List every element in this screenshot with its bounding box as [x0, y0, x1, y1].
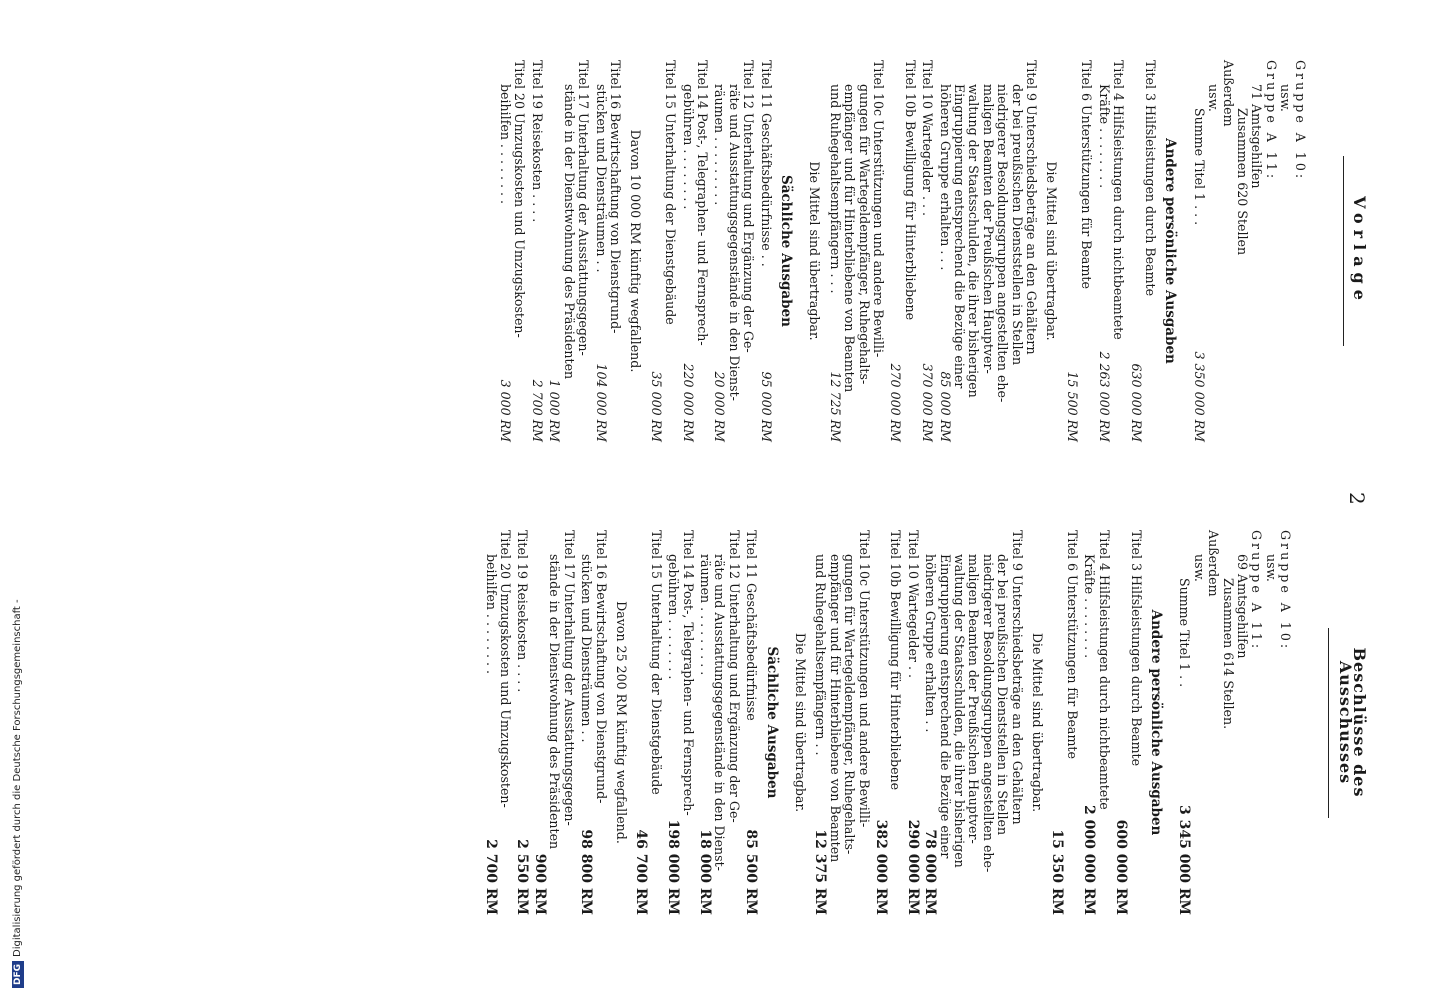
group-label: Gruppe A 10: — [1278, 530, 1294, 652]
titel-4-row — [1096, 60, 1110, 442]
titel-17-amount: 1 000 RM — [547, 379, 563, 442]
titel-10c-last: und Ruhegehaltsempfängern . . — [813, 554, 829, 756]
titel-14-last: gebühren . . . . . . . . — [680, 84, 696, 210]
titel-6-text: Titel 6 Unterstützungen für Beamte — [1064, 530, 1080, 759]
titel-10b-text: Titel 10b Bewilligung für Hinterbliebene — [888, 530, 904, 791]
page-number: 2 — [1345, 492, 1369, 505]
titel-14-row — [666, 530, 680, 915]
titel-9-line: Eingruppierung entsprechend die Bezüge einer — [937, 554, 953, 859]
titel-20-amount: 2 700 RM — [482, 839, 499, 915]
section-heading: Andere persönliche Ausgaben — [1147, 609, 1164, 836]
titel-16-line: Titel 16 Bewirtschaftung von Dienstgrund- — [593, 530, 609, 804]
group-label: Gruppe A 11: — [1249, 530, 1265, 652]
titel-12-amount: 18 000 RM — [696, 829, 713, 915]
titel-10-text: Titel 10 Wartegelder . . — [905, 530, 921, 678]
titel-9-line: maligen Beamten der Preußischen Hauptver- — [966, 554, 982, 844]
titel-10b-amount: 270 000 RM — [888, 363, 904, 442]
titel-12-last: räumen . . . . . . . . . — [712, 84, 728, 206]
titel-14-amount: 198 000 RM — [665, 819, 682, 915]
titel-4-row — [1082, 530, 1096, 915]
titel-14-amount: 220 000 RM — [680, 363, 696, 442]
titel-14-line: Titel 14 Post-, Telegraphen- und Fernsprech- — [694, 60, 710, 346]
titel-10-amount: 370 000 RM — [920, 363, 936, 442]
titel-12-line: Titel 12 Unterhaltung und Ergänzung der Ge- — [741, 60, 757, 353]
titel-9-row — [923, 530, 937, 915]
section-heading: Sächliche Ausgaben — [763, 646, 780, 799]
titel-11-row — [758, 60, 772, 442]
titel-20-amount: 3 000 RM — [498, 379, 514, 442]
titel-10-amount: 290 000 RM — [904, 819, 921, 915]
column-vorlage — [498, 60, 1369, 442]
titel-19-amount: 2 550 RM — [514, 839, 531, 915]
titel-10c-amount: 12 725 RM — [827, 371, 843, 442]
titel-9-last: höheren Gruppe erhalten . . — [923, 554, 939, 733]
titel-15-amount: 46 700 RM — [633, 829, 650, 915]
titel-3-text: Titel 3 Hilfsleistungen durch Beamte — [1128, 530, 1144, 767]
titel-15-text: Titel 15 Unterhaltung der Dienstgebäude — [648, 530, 664, 795]
digitization-footer — [12, 599, 24, 988]
column-beschluesse — [482, 530, 1369, 915]
titel-9-row — [937, 60, 951, 442]
titel-10-text: Titel 10 Wartegelder . . . — [920, 60, 936, 216]
column-title: Beschlüsse des Ausschusses — [1328, 628, 1366, 818]
titel-16-last: stücken und Diensträumen . . — [579, 554, 595, 743]
titel-14-last: gebühren . . . . . . . . — [666, 554, 682, 680]
group-label: Gruppe A 11: — [1263, 60, 1279, 182]
titel-12-line: räte und Ausstattungsgegenstände in den Dienst- — [726, 84, 742, 401]
titel-4-line2: Kräfte . . . . . . . . — [1096, 84, 1112, 189]
titel-9-line: maligen Beamten der Preußischen Hauptver- — [980, 84, 996, 374]
titel-16-amount: 104 000 RM — [593, 363, 609, 442]
titel-11-text: Titel 11 Geschäftsbedürfnisse — [744, 530, 760, 721]
note-transferable: Die Mittel sind übertragbar. — [793, 632, 808, 813]
section-heading: Sächliche Ausgaben — [778, 174, 794, 328]
titel-10c-line: empfänger und für Hinterbliebene von Beamten — [842, 84, 858, 393]
footer-text: Digitalisierung gefördert durch die Deutsche Forschungsgemeinschaft - — [12, 599, 23, 957]
titel-19-amount: 2 700 RM — [529, 379, 545, 442]
summe-label: Summe Titel 1 . . — [1177, 578, 1193, 688]
titel-16-last: stücken und Diensträumen . . — [593, 84, 609, 273]
titel-14-line: Titel 14 Post-, Telegraphen- und Fernsprech- — [680, 530, 696, 816]
titel-10c-line: Titel 10c Unterstützungen und andere Bewilli- — [871, 60, 887, 358]
titel-10c-line: gungen für Wartegeldempfänger, Ruhegehalts- — [856, 84, 872, 385]
titel-9-line: niedrigerer Besoldungsgruppen angestellten ehe- — [995, 84, 1011, 403]
titel-10c-row — [813, 530, 827, 915]
titel-9-last: höheren Gruppe erhalten . . . — [937, 84, 953, 271]
titel-16-row — [579, 530, 593, 915]
dfg-logo: DFG — [12, 961, 24, 988]
titel-9-line: Titel 9 Unterschiedsbeträge an den Gehältern — [1024, 60, 1040, 355]
titel-10-row — [905, 530, 919, 915]
titel-20-last: beihilfen . . . . . . . . — [498, 84, 514, 204]
titel-16-line: Titel 16 Bewirtschaftung von Dienstgrund- — [607, 60, 623, 334]
note-transferable: Die Mittel sind übertragbar. — [1044, 161, 1060, 341]
titel-15-text: Titel 15 Unterhaltung der Dienstgebäude — [663, 60, 679, 325]
titel-10b-amount: 382 000 RM — [873, 819, 890, 915]
titel-9-line: der bei preußischen Dienststellen in Stellen — [1009, 84, 1025, 366]
titel-12-last: räumen . . . . . . . . . — [697, 554, 713, 676]
titel-12-row — [712, 60, 726, 442]
titel-9-line: waltung der Staatsschulden, die ihrer bisherigen — [966, 84, 982, 398]
titel-10b-text: Titel 10b Bewilligung für Hinterbliebene — [902, 60, 918, 321]
titel-12-line: räte und Ausstattungsgegenstände in den Dienst- — [712, 554, 728, 871]
note-transferable: Die Mittel sind übertragbar. — [1030, 632, 1046, 813]
titel-9-line: Eingruppierung entsprechend die Bezüge einer — [952, 84, 968, 389]
titel-15-amount: 35 000 RM — [648, 371, 664, 442]
summe-row — [1177, 530, 1191, 915]
summe-label: Summe Titel 1 . . . — [1191, 108, 1207, 226]
titel-11-row — [744, 530, 758, 915]
ausserdem-line: Außerdem — [1220, 60, 1236, 127]
group-sub: usw. — [1263, 554, 1279, 582]
titel-17-line: Titel 17 Unterhaltung der Ausstattungsgegen- — [576, 60, 592, 356]
titel-4-line: Titel 4 Hilfsleistungen durch nichtbeamtete — [1096, 530, 1112, 810]
titel-4-line: Titel 4 Hilfsleistungen durch nichtbeamtete — [1111, 60, 1127, 340]
zusammen-line: Zusammen 620 Stellen — [1234, 108, 1250, 256]
titel-10-row — [920, 60, 934, 442]
titel-11-amount: 85 500 RM — [743, 829, 760, 915]
titel-20-line: Titel 20 Umzugskosten und Umzugskosten- — [512, 60, 528, 338]
titel-3-amount: 600 000 RM — [1113, 819, 1130, 915]
group-sub: usw. — [1278, 84, 1294, 112]
davon-note: Davon 25 200 RM künftig wegfallend. — [613, 601, 629, 844]
zusammen-line: Zusammen 614 Stellen. — [1220, 578, 1236, 730]
titel-19-row — [515, 530, 529, 915]
davon-note: Davon 10 000 RM künftig wegfallend. — [628, 129, 644, 373]
titel-6-amount: 15 500 RM — [1064, 371, 1080, 442]
titel-6-text: Titel 6 Unterstützungen für Beamte — [1079, 60, 1095, 289]
titel-19-text: Titel 19 Reisekosten . . . . — [515, 530, 531, 693]
titel-16-row — [593, 60, 607, 442]
ausserdem-line: Außerdem — [1206, 530, 1222, 597]
titel-9-line: Titel 9 Unterschiedsbeträge an den Gehältern — [1009, 530, 1025, 825]
note-transferable: Die Mittel sind übertragbar. — [807, 161, 823, 341]
titel-12-line: Titel 12 Unterhaltung und Ergänzung der Ge- — [726, 530, 742, 823]
titel-14-row — [680, 60, 694, 442]
group-label: Gruppe A 10: — [1292, 60, 1308, 182]
column-title: Vorlage — [1343, 156, 1366, 346]
titel-17-line: stände in der Dienstwohnung des Präsidenten — [547, 554, 563, 850]
usw-line: usw. — [1191, 554, 1207, 582]
titel-17-amount: 900 RM — [531, 853, 548, 915]
titel-17-line: stände in der Dienstwohnung des Präsidenten — [561, 84, 577, 380]
titel-20-last: beihilfen . . . . . . . . — [483, 554, 499, 674]
titel-10c-line: gungen für Wartegeldempfänger, Ruhegehalts- — [842, 554, 858, 855]
titel-4-amount: 2 263 000 RM — [1096, 351, 1112, 442]
summe-amount: 3 350 000 RM — [1191, 351, 1207, 442]
titel-11-amount: 95 000 RM — [758, 371, 774, 442]
group-sub: 69 Amtsgehilfen — [1234, 554, 1250, 659]
usw-line: usw. — [1206, 84, 1222, 112]
titel-12-row — [698, 530, 712, 915]
titel-19-row — [530, 60, 544, 442]
titel-9-line: der bei preußischen Dienststellen in Stellen — [995, 554, 1011, 836]
titel-20-row — [483, 530, 497, 915]
group-sub: 71 Amtsgehilfen — [1249, 84, 1265, 189]
summe-amount: 3 345 000 RM — [1176, 805, 1193, 915]
titel-3-text: Titel 3 Hilfsleistungen durch Beamte — [1142, 60, 1158, 297]
titel-10c-line: Titel 10c Unterstützungen und andere Bewilli- — [856, 530, 872, 828]
titel-9-line: niedrigerer Besoldungsgruppen angestellten ehe- — [980, 554, 996, 873]
titel-19-text: Titel 19 Reisekosten . . . . — [529, 60, 545, 223]
titel-20-line: Titel 20 Umzugskosten und Umzugskosten- — [498, 530, 514, 808]
section-heading: Andere persönliche Ausgaben — [1162, 138, 1179, 364]
titel-10c-amount: 12 375 RM — [812, 829, 829, 915]
titel-10c-line: empfänger und für Hinterbliebene von Beamten — [827, 554, 843, 863]
titel-9-line: waltung der Staatsschulden, die ihrer bisherigen — [952, 554, 968, 868]
titel-10c-last: und Ruhegehaltsempfängern . . . — [827, 84, 843, 294]
summe-row — [1191, 60, 1205, 442]
titel-16-amount: 98 800 RM — [578, 829, 595, 915]
titel-12-amount: 20 000 RM — [712, 371, 728, 442]
titel-9-amount: 78 000 RM — [922, 829, 939, 915]
titel-17-line: Titel 17 Unterhaltung der Ausstattungsgegen- — [561, 530, 577, 826]
titel-6-amount: 15 350 RM — [1049, 829, 1066, 915]
titel-3-amount: 630 000 RM — [1128, 363, 1144, 442]
titel-11-text: Titel 11 Geschäftsbedürfnisse . . — [758, 60, 774, 267]
titel-20-row — [498, 60, 512, 442]
titel-9-amount: 85 000 RM — [937, 371, 953, 442]
titel-10c-row — [827, 60, 841, 442]
titel-4-amount: 2 000 000 RM — [1081, 805, 1098, 915]
titel-4-line2: Kräfte . . . . . . . . — [1082, 554, 1098, 659]
